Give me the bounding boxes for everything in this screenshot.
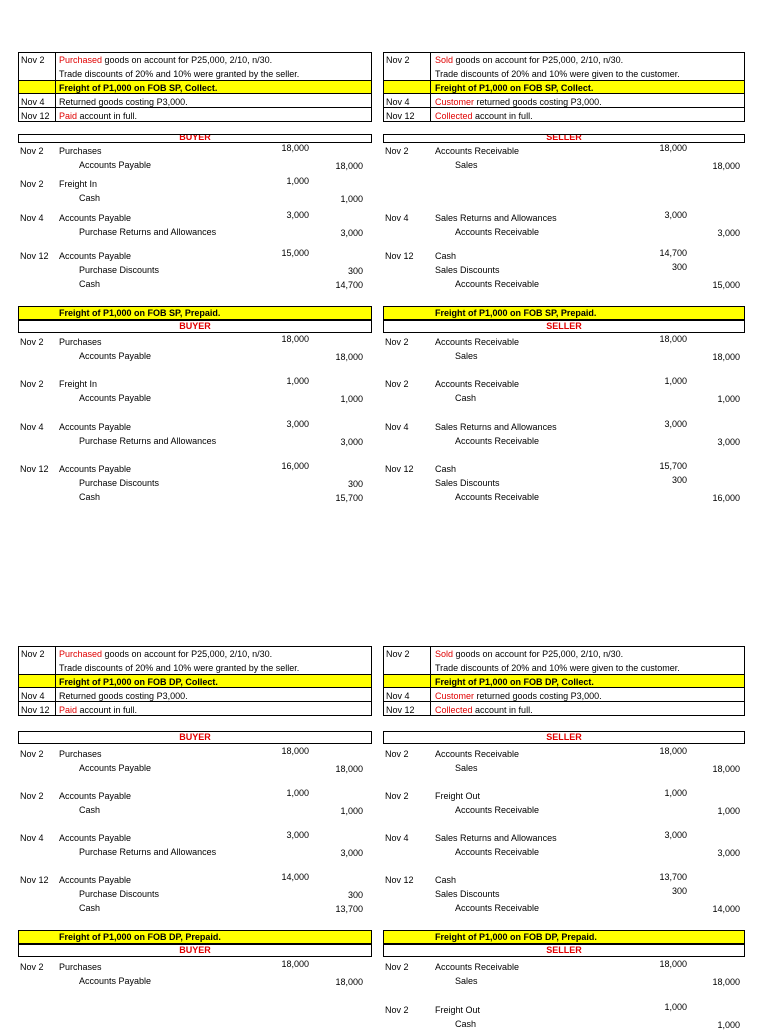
problem-line: Customer returned goods costing P3,000.: [435, 97, 602, 107]
debit-amount: 3,000: [664, 419, 687, 429]
account-name: Purchase Returns and Allowances: [79, 227, 217, 237]
account-name: Accounts Payable: [59, 791, 132, 801]
credit-amount: 300: [347, 266, 363, 276]
account-name: Sales: [455, 160, 478, 170]
problem-line: Customer returned goods costing P3,000.: [435, 691, 602, 701]
account-name: Accounts Receivable: [455, 492, 540, 502]
debit-amount: 14,700: [659, 248, 687, 258]
account-name: Sales Discounts: [435, 265, 500, 275]
problem-date: Nov 2: [21, 649, 45, 659]
entry-date: Nov 2: [385, 791, 409, 801]
account-name: Sales Discounts: [435, 478, 500, 488]
credit-amount: 16,000: [712, 493, 740, 503]
account-name: Sales Returns and Allowances: [435, 422, 557, 432]
entry-date: Nov 12: [20, 875, 49, 885]
account-name: Accounts Payable: [79, 160, 152, 170]
credit-amount: 14,700: [335, 280, 363, 290]
entry-date: Nov 12: [20, 251, 49, 261]
account-name: Accounts Payable: [79, 763, 152, 773]
debit-amount: 1,000: [286, 176, 309, 186]
debit-amount: 18,000: [281, 143, 309, 153]
debit-amount: 3,000: [664, 830, 687, 840]
account-name: Cash: [435, 464, 457, 474]
problem-line: Paid account in full.: [59, 111, 138, 121]
account-name: Cash: [435, 875, 457, 885]
problem-line: Returned goods costing P3,000.: [59, 97, 188, 107]
credit-amount: 1,000: [717, 394, 740, 404]
debit-amount: 18,000: [281, 334, 309, 344]
problem-date: Nov 4: [386, 97, 410, 107]
problem-date: Nov 2: [21, 55, 45, 65]
account-name: Sales: [455, 763, 478, 773]
entry-date: Nov 4: [385, 422, 409, 432]
freight-line: Freight of P1,000 on FOB DP, Collect.: [59, 677, 218, 687]
problem-date: Nov 12: [21, 705, 50, 715]
entry-date: Nov 2: [20, 146, 44, 156]
account-name: Purchase Discounts: [79, 265, 160, 275]
account-name: Cash: [79, 805, 101, 815]
account-name: Cash: [455, 1019, 477, 1029]
entry-date: Nov 4: [20, 422, 44, 432]
account-name: Accounts Receivable: [455, 436, 540, 446]
problem-date: Nov 4: [21, 691, 45, 701]
credit-amount: 18,000: [335, 977, 363, 987]
section-title: Freight of P1,000 on FOB SP, Prepaid.: [59, 308, 221, 318]
entry-date: Nov 12: [385, 464, 414, 474]
credit-amount: 3,000: [717, 848, 740, 858]
entry-date: Nov 2: [20, 379, 44, 389]
account-name: Accounts Receivable: [455, 847, 540, 857]
account-name: Accounts Payable: [79, 976, 152, 986]
credit-amount: 3,000: [717, 437, 740, 447]
entry-date: Nov 2: [20, 179, 44, 189]
account-name: Sales Returns and Allowances: [435, 213, 557, 223]
credit-amount: 15,700: [335, 493, 363, 503]
account-name: Freight Out: [435, 791, 481, 801]
credit-amount: 18,000: [712, 161, 740, 171]
account-name: Accounts Receivable: [435, 146, 520, 156]
debit-amount: 18,000: [659, 334, 687, 344]
entry-date: Nov 4: [385, 213, 409, 223]
debit-amount: 300: [671, 475, 687, 485]
entry-date: Nov 4: [20, 213, 44, 223]
entry-date: Nov 2: [20, 337, 44, 347]
problem-line: Returned goods costing P3,000.: [59, 691, 188, 701]
buyer-header: BUYER: [18, 134, 372, 143]
account-name: Accounts Receivable: [455, 227, 540, 237]
problem-line: Paid account in full.: [59, 705, 138, 715]
freight-line: Freight of P1,000 on FOB DP, Collect.: [435, 677, 594, 687]
account-name: Accounts Payable: [59, 833, 132, 843]
credit-amount: 3,000: [717, 228, 740, 238]
buyer-header: BUYER: [18, 731, 372, 744]
credit-amount: 18,000: [335, 161, 363, 171]
problem-line: Sold goods on account for P25,000, 2/10, n/30.: [435, 649, 624, 659]
account-name: Purchases: [59, 337, 102, 347]
entry-date: Nov 4: [385, 833, 409, 843]
debit-amount: 14,000: [281, 872, 309, 882]
account-name: Purchase Returns and Allowances: [79, 847, 217, 857]
freight-line: Freight of P1,000 on FOB SP, Collect.: [59, 83, 218, 93]
problem-line: Trade discounts of 20% and 10% were granted by the seller.: [59, 69, 300, 79]
credit-amount: 1,000: [717, 1020, 740, 1030]
account-name: Accounts Payable: [59, 422, 132, 432]
account-name: Purchase Discounts: [79, 478, 160, 488]
account-name: Cash: [79, 903, 101, 913]
credit-amount: 18,000: [712, 977, 740, 987]
credit-amount: 300: [347, 890, 363, 900]
seller-header: SELLER: [383, 134, 745, 143]
seller-header: SELLER: [383, 320, 745, 333]
debit-amount: 15,000: [281, 248, 309, 258]
account-name: Purchases: [59, 146, 102, 156]
credit-amount: 1,000: [340, 394, 363, 404]
debit-amount: 18,000: [281, 746, 309, 756]
account-name: Accounts Payable: [59, 251, 132, 261]
account-name: Cash: [79, 193, 101, 203]
account-name: Accounts Receivable: [455, 279, 540, 289]
credit-amount: 18,000: [335, 764, 363, 774]
debit-amount: 16,000: [281, 461, 309, 471]
entry-date: Nov 2: [385, 146, 409, 156]
entry-date: Nov 2: [20, 749, 44, 759]
account-name: Sales: [455, 351, 478, 361]
problem-line: Collected account in full.: [435, 111, 533, 121]
account-name: Purchase Returns and Allowances: [79, 436, 217, 446]
account-name: Accounts Receivable: [435, 337, 520, 347]
account-name: Accounts Receivable: [435, 379, 520, 389]
buyer-header: BUYER: [18, 944, 372, 957]
problem-line: Purchased goods on account for P25,000, 2/10, n/30.: [59, 55, 273, 65]
account-name: Freight In: [59, 379, 98, 389]
entry-date: Nov 2: [385, 1005, 409, 1015]
freight-line: Freight of P1,000 on FOB SP, Collect.: [435, 83, 594, 93]
account-name: Purchase Discounts: [79, 889, 160, 899]
problem-line: Collected account in full.: [435, 705, 533, 715]
credit-amount: 3,000: [340, 437, 363, 447]
debit-amount: 18,000: [281, 959, 309, 969]
entry-date: Nov 2: [385, 962, 409, 972]
problem-line: Sold goods on account for P25,000, 2/10, n/30.: [435, 55, 624, 65]
debit-amount: 15,700: [659, 461, 687, 471]
buyer-header: BUYER: [18, 320, 372, 333]
debit-amount: 18,000: [659, 959, 687, 969]
credit-amount: 1,000: [717, 806, 740, 816]
problem-date: Nov 12: [386, 111, 415, 121]
debit-amount: 1,000: [664, 788, 687, 798]
credit-amount: 15,000: [712, 280, 740, 290]
problem-date: Nov 2: [386, 55, 410, 65]
credit-amount: 14,000: [712, 904, 740, 914]
account-name: Sales Returns and Allowances: [435, 833, 557, 843]
credit-amount: 18,000: [712, 352, 740, 362]
entry-date: Nov 12: [385, 251, 414, 261]
problem-line: Purchased goods on account for P25,000, 2/10, n/30.: [59, 649, 273, 659]
problem-line: Trade discounts of 20% and 10% were given to the customer.: [435, 663, 680, 673]
section-title: Freight of P1,000 on FOB SP, Prepaid.: [435, 308, 597, 318]
problem-line: Trade discounts of 20% and 10% were granted by the seller.: [59, 663, 300, 673]
debit-amount: 13,700: [659, 872, 687, 882]
credit-amount: 300: [347, 479, 363, 489]
account-name: Cash: [435, 251, 457, 261]
account-name: Accounts Payable: [79, 393, 152, 403]
credit-amount: 13,700: [335, 904, 363, 914]
entry-date: Nov 2: [385, 337, 409, 347]
problem-line: Trade discounts of 20% and 10% were given to the customer.: [435, 69, 680, 79]
account-name: Accounts Receivable: [455, 903, 540, 913]
entry-date: Nov 2: [20, 962, 44, 972]
account-name: Purchases: [59, 962, 102, 972]
problem-date: Nov 4: [386, 691, 410, 701]
credit-amount: 18,000: [335, 352, 363, 362]
account-name: Accounts Payable: [59, 875, 132, 885]
account-name: Accounts Payable: [59, 464, 132, 474]
account-name: Sales: [455, 976, 478, 986]
problem-date: Nov 2: [386, 649, 410, 659]
account-name: Accounts Payable: [59, 213, 132, 223]
credit-amount: 18,000: [712, 764, 740, 774]
debit-amount: 300: [671, 886, 687, 896]
debit-amount: 300: [671, 262, 687, 272]
account-name: Purchases: [59, 749, 102, 759]
debit-amount: 3,000: [286, 419, 309, 429]
section-title: Freight of P1,000 on FOB DP, Prepaid.: [435, 932, 597, 942]
seller-header: SELLER: [383, 944, 745, 957]
debit-amount: 3,000: [286, 210, 309, 220]
account-name: Cash: [79, 492, 101, 502]
debit-amount: 18,000: [659, 746, 687, 756]
account-name: Freight Out: [435, 1005, 481, 1015]
debit-amount: 18,000: [659, 143, 687, 153]
section-title: Freight of P1,000 on FOB DP, Prepaid.: [59, 932, 221, 942]
account-name: Accounts Receivable: [455, 805, 540, 815]
debit-amount: 3,000: [664, 210, 687, 220]
account-name: Sales Discounts: [435, 889, 500, 899]
account-name: Cash: [455, 393, 477, 403]
account-name: Cash: [79, 279, 101, 289]
entry-date: Nov 2: [385, 749, 409, 759]
account-name: Freight In: [59, 179, 98, 189]
credit-amount: 1,000: [340, 806, 363, 816]
problem-date: Nov 12: [21, 111, 50, 121]
account-name: Accounts Payable: [79, 351, 152, 361]
seller-header: SELLER: [383, 731, 745, 744]
credit-amount: 3,000: [340, 848, 363, 858]
entry-date: Nov 12: [20, 464, 49, 474]
entry-date: Nov 4: [20, 833, 44, 843]
debit-amount: 1,000: [664, 376, 687, 386]
debit-amount: 1,000: [664, 1002, 687, 1012]
debit-amount: 3,000: [286, 830, 309, 840]
entry-date: Nov 2: [20, 791, 44, 801]
entry-date: Nov 2: [385, 379, 409, 389]
entry-date: Nov 12: [385, 875, 414, 885]
debit-amount: 1,000: [286, 376, 309, 386]
problem-date: Nov 4: [21, 97, 45, 107]
account-name: Accounts Receivable: [435, 962, 520, 972]
problem-date: Nov 12: [386, 705, 415, 715]
debit-amount: 1,000: [286, 788, 309, 798]
credit-amount: 3,000: [340, 228, 363, 238]
credit-amount: 1,000: [340, 194, 363, 204]
account-name: Accounts Receivable: [435, 749, 520, 759]
